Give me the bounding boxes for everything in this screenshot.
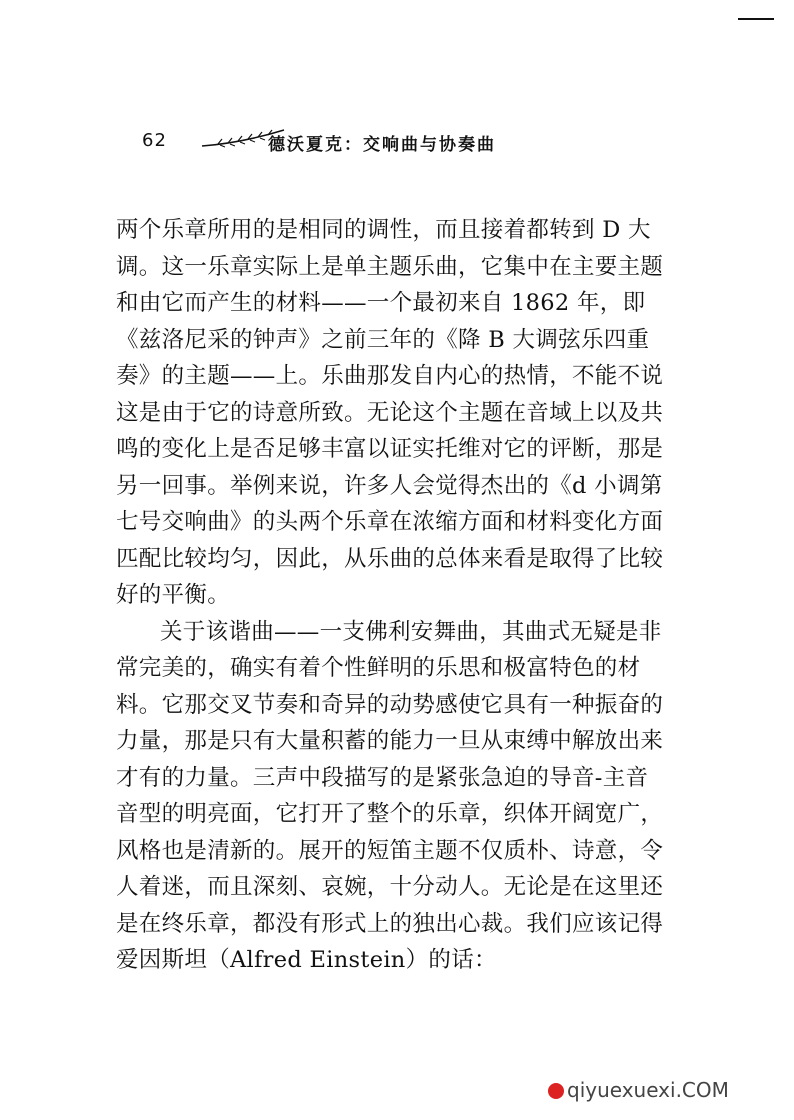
- text-line: 《兹洛尼采的钟声》之前三年的《降 B 大调弦乐四重: [116, 326, 650, 353]
- music-note-logo-icon: [548, 1083, 564, 1099]
- watermark: [548, 1078, 729, 1102]
- body-text: [116, 212, 682, 979]
- corner-rule: [738, 18, 774, 20]
- page-number: 62: [142, 130, 167, 151]
- text-line: 和由它而产生的材料——一个最初来自 1862 年，即: [116, 290, 646, 316]
- text-line: 常完美的，确实有着个性鲜明的乐思和极富特色的材: [116, 655, 641, 681]
- text-line: 奏》的主题——上。乐曲那发自内心的热情，不能不说: [116, 363, 664, 389]
- text-line: 两个乐章所用的是相同的调性，而且接着都转到 D 大: [116, 217, 651, 243]
- text-line: 关于该谐曲——一支佛利安舞曲，其曲式无疑是非: [160, 618, 662, 645]
- text-line: 鸣的变化上是否足够丰富以证实托维对它的评断，那是: [116, 436, 664, 462]
- page-header: [142, 128, 662, 158]
- text-line: 调。这一乐章实际上是单主题乐曲，它集中在主要主题: [116, 253, 664, 280]
- text-line: 风格也是清新的。展开的短笛主题不仅质朴、诗意，令: [116, 837, 664, 864]
- text-line: 七号交响曲》的头两个乐章在浓缩方面和材料变化方面: [116, 509, 664, 535]
- text-line: 爱因斯坦（Alfred Einstein）的话：: [116, 947, 497, 973]
- paragraph: [116, 614, 682, 979]
- text-line: 才有的力量。三声中段描写的是紧张急迫的导音-主音: [116, 764, 649, 791]
- text-line: 另一回事。举例来说，许多人会觉得杰出的《d 小调第: [116, 472, 663, 499]
- running-title: 德沃夏克：交响曲与协奏曲: [268, 135, 496, 155]
- text-line: 这是由于它的诗意所致。无论这个主题在音域上以及共: [116, 399, 664, 426]
- text-line: 音型的明亮面，它打开了整个的乐章，织体开阔宽广，: [116, 801, 664, 827]
- text-line: 是在终乐章，都没有形式上的独出心裁。我们应该记得: [116, 910, 664, 937]
- text-line: 匹配比较均匀，因此，从乐曲的总体来看是取得了比较: [116, 545, 664, 572]
- paragraph: [116, 212, 682, 614]
- text-line: 力量，那是只有大量积蓄的能力一旦从束缚中解放出来: [116, 728, 664, 754]
- text-line: 料。它那交叉节奏和奇异的动势感使它具有一种振奋的: [116, 691, 664, 718]
- watermark-text: qiyuexuexi.COM: [567, 1078, 729, 1102]
- text-line: 人着迷，而且深刻、哀婉，十分动人。无论是在这里还: [116, 874, 664, 900]
- text-line: 好的平衡。: [116, 582, 231, 608]
